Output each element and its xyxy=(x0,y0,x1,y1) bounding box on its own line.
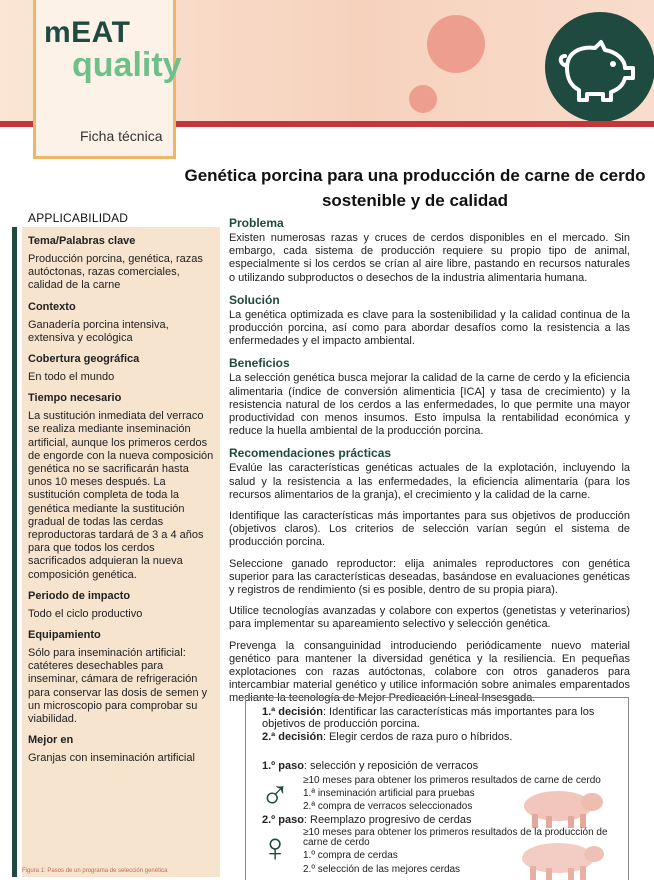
step-2 xyxy=(262,814,612,826)
logo-text-quality: quality xyxy=(72,46,182,84)
decision-1-text: : Identificar las características más importantes para los objetivos de producción porcina. xyxy=(262,706,595,730)
logo-text-meat: mEAT xyxy=(44,16,131,49)
sidebar-section-title: Equipamiento xyxy=(28,629,101,642)
sidebar-section-tema xyxy=(28,235,214,293)
decorative-circle xyxy=(427,15,485,73)
sidebar-section-title: Periodo de impacto xyxy=(28,589,131,602)
section-title-beneficios: Beneficios xyxy=(229,356,290,371)
step-1-label: 1.º paso xyxy=(262,760,304,772)
sidebar-section-contexto xyxy=(28,301,214,345)
pig-icon xyxy=(545,12,654,122)
step-2-text: : Reemplazo progresivo de cerdas xyxy=(303,814,472,826)
female-symbol-icon: ♀ xyxy=(260,826,290,870)
sidebar xyxy=(22,227,220,877)
recommendation-paragraph: Identifique las características más importantes para sus objetivos de producción (objetivos claros). Los criterios de selección varían según el sistema de producción porcina. xyxy=(229,510,630,549)
sidebar-section-text: Todo el ciclo productivo xyxy=(28,607,143,620)
sidebar-section-text: Sólo para inseminación artificial: catéteres desechables para inseminar, cámara de refrigeración para conservar las dosis de semen y un microscopio para comprobar su viabilidad. xyxy=(28,647,208,726)
step-1-detail: ≥10 meses para obtener los primeros resultados de carne de cerdo xyxy=(303,775,601,786)
page-title: Genética porcina para una producción de carne de cerdo sostenible y de calidad xyxy=(184,166,646,210)
section-title-recomendaciones: Recomendaciones prácticas xyxy=(229,446,392,461)
male-symbol-icon: ♂ xyxy=(260,772,290,816)
sow-image-icon xyxy=(514,836,606,880)
sidebar-section-text: Granjas con inseminación artificial xyxy=(28,752,195,765)
decorative-circle xyxy=(409,85,437,113)
sidebar-heading: APPLICABILIDAD xyxy=(28,211,129,225)
sidebar-section-title: Tema/Palabras clave xyxy=(28,235,136,247)
decision-2-label: 2.ª decisión xyxy=(262,731,323,743)
step-1-detail: 2.ª compra de verracos seleccionados xyxy=(303,801,473,812)
logo-box xyxy=(33,0,182,159)
sidebar-section-text: La sustitución inmediata del verraco se realiza mediante inseminación artificial, aunque los primeros cerdos de engorde con la nueva composición genética no se sacrificarán hasta unos 10 meses después. La sustitución completa de toda la genética mediante la sustitución gradual de todas las cerdas reproductoras tardará de 3 a 4 años para que todos los cerdos sacrificados adquieran la nueva composición genética. xyxy=(28,410,214,581)
recommendation-paragraph: Utilice tecnologías avanzadas y colabore con expertos (genetistas y veterinarios) para implementar su apareamiento selectivo y selección genética. xyxy=(229,605,630,631)
sidebar-section-equipamiento xyxy=(28,629,214,726)
pig-badge xyxy=(545,12,654,122)
sidebar-section-title: Cobertura geográfica xyxy=(28,353,140,366)
sidebar-section-periodo xyxy=(28,590,214,621)
sidebar-section-tiempo xyxy=(28,392,214,582)
decision-2 xyxy=(262,731,612,743)
sidebar-accent-bar xyxy=(12,227,17,877)
selection-steps-figure xyxy=(245,697,629,880)
doc-type-label: Ficha técnica xyxy=(80,128,163,144)
sidebar-section-text: En todo el mundo xyxy=(28,371,115,384)
section-title-solucion: Solución xyxy=(229,292,280,307)
step-1 xyxy=(262,760,612,772)
step-1-text: : selección y reposición de verracos xyxy=(303,760,479,772)
recommendation-paragraph: Evalúe las características genéticas actuales de la explotación, incluyendo la salud y la resistencia a las enfermedades, la eficiencia alimentaria (para los recursos alimentarios de la granja), el crecimiento y la calidad de la carne. xyxy=(229,462,630,501)
step-2-detail: 2.º selección de las mejores cerdas xyxy=(303,864,461,875)
sidebar-section-text: Ganadería porcina intensiva, extensiva y ecológica xyxy=(28,318,169,344)
sidebar-section-title: Contexto xyxy=(28,300,76,313)
main-content xyxy=(229,216,630,714)
step-2-detail: ≥10 meses para obtener los primeros resultados de la producción de carne de cerdo xyxy=(303,827,608,848)
decision-2-text: : Elegir cerdos de raza puro o híbridos. xyxy=(322,731,513,743)
recommendation-paragraph: Prevenga la consanguinidad introduciendo periódicamente nuevo material genético para mantener la diversidad genética y la resiliencia. En pequeñas explotaciones con razas autóctonas, colabore con otros ganaderos para intercambiar material genético y utilice información sobre animales emparentados mediante la tecnología de Mejor Predicación Lineal Insesgada. xyxy=(229,639,630,705)
decision-1 xyxy=(262,706,612,730)
step-2-label: 2.º paso xyxy=(262,814,304,826)
step-2-detail: 1.º compra de cerdas xyxy=(303,850,398,861)
sidebar-section-cobertura xyxy=(28,353,214,384)
figure-caption: Figura 1: Pasos de un programa de selección genética xyxy=(22,868,168,874)
step-1-detail: 1.ª inseminación artificial para pruebas xyxy=(303,788,475,799)
recommendation-paragraph: Seleccione ganado reproductor: elija animales reproductores con genética superior para las características deseadas, basándose en evaluaciones genéticas y registros de rendimiento (si es posible, dentro de su propia piara). xyxy=(229,557,630,597)
section-text-solucion: La genética optimizada es clave para la sostenibilidad y la calidad continua de la producción porcina, así como para abordar desafíos como la resistencia a las enfermedades y el impacto ambiental. xyxy=(229,308,630,348)
sidebar-section-text: Producción porcina, genética, razas autóctonas, razas comerciales, calidad de la carne xyxy=(28,253,203,292)
section-text-beneficios: La selección genética busca mejorar la calidad de la carne de cerdo y la eficiencia alimentaria (índice de conversión alimenticia [ICA] y tasa de crecimiento) y la resistencia natural de los cerdos a las enfermedades, lo que permite una mayor productividad con menos insumos. Esto impulsa la rentabilidad económica y reduce la huella ambiental de la producción porcina. xyxy=(229,372,630,438)
sidebar-section-title: Mejor en xyxy=(28,734,74,747)
decision-1-label: 1.ª decisión xyxy=(262,706,323,718)
section-title-problema: Problema xyxy=(229,216,284,230)
section-text-problema: Existen numerosas razas y cruces de cerdos disponibles en el mercado. Sin embargo, cada sistema de producción requiere su propio tipo de animal, especialmente si los cerdos se crían al aire libre, pastando en recursos naturales o utilizando subproductos o desechos de la industria alimentaria humana. xyxy=(229,232,630,284)
sidebar-section-title: Tiempo necesario xyxy=(28,392,122,405)
sidebar-section-mejor-en xyxy=(28,734,214,765)
